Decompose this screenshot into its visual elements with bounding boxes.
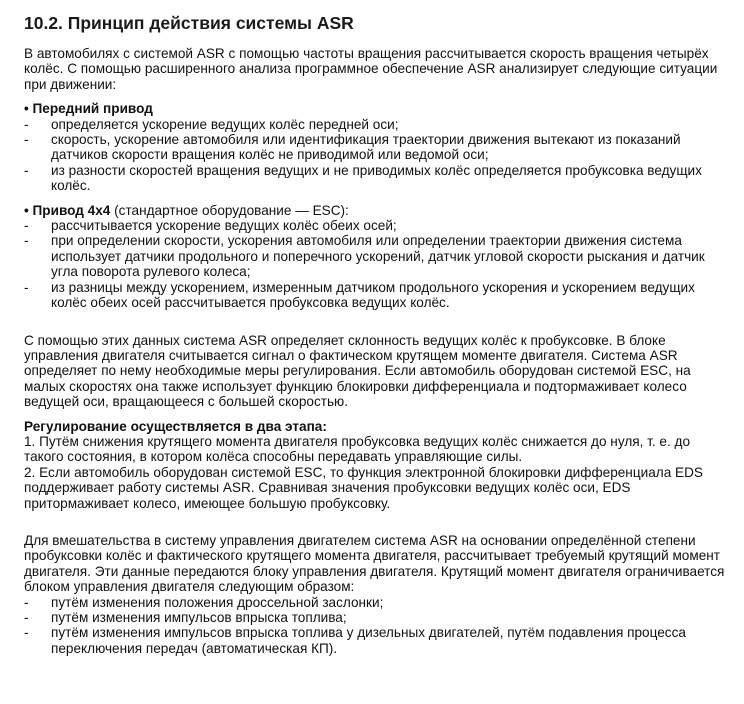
awd-heading-label: • Привод 4x4 (24, 202, 111, 218)
list-item: - определяется ускорение ведущих колёс передней оси; (24, 117, 732, 132)
front-drive-section (24, 101, 732, 193)
list-item: - скорость, ускорение автомобиля или идентификация траектории движения вытекают из показаний датчиков скорости вращения колёс не приводимой или ведомой оси; (24, 132, 732, 163)
awd-heading (24, 203, 732, 218)
methods-list (24, 595, 732, 657)
engine-intervention-paragraph: Для вмешательства в систему управления двигателем система ASR на основании определённой степени пробуксовки колёс и фактического крутящего момента двигателя, рассчитывает требуемый крутящий момент двигателя. Эти данные передаются блоку управления двигателя. Крутящий момент двигателя ограничивается блоком управления двигателя следующим образом: (24, 532, 725, 595)
awd-list (24, 218, 732, 310)
front-drive-list (24, 117, 732, 194)
stage-1-text: 1. Путём снижения крутящего момента двигателя пробуксовка ведущих колёс снижается до нуля, т. е. до такого состояния, в котором колёса способны передавать управляющие силы. (24, 433, 691, 465)
list-item: - путём изменения положения дроссельной заслонки; (24, 595, 732, 610)
intro-paragraph: В автомобилях с системой ASR с помощью частоты вращения рассчитывается скорость вращения четырёх колёс. С помощью расширенного анализа программное обеспечение ASR анализирует следующие ситуации при движении: (24, 46, 718, 92)
list-item: - из разницы между ускорением, измеренным датчиком продольного ускорения и ускорением ведущих колёс обеих осей рассчитывается пробуксовка ведущих колёс. (24, 280, 732, 311)
list-item: - путём изменения импульсов впрыска топлива; (24, 610, 732, 625)
front-drive-heading: • Передний привод (24, 101, 153, 117)
stages-heading: Регулирование осуществляется в два этапа: (24, 418, 327, 434)
stage-2-text: 2. Если автомобиль оборудован системой ESC, то функция электронной блокировки дифференциала EDS поддерживает работу системы ASR. Сравнивая значения пробуксовки ведущих колёс оси, EDS притормаживает колесо, имеющее большую пробуксовку. (24, 464, 703, 511)
awd-section (24, 203, 732, 311)
section-title: 10.2. Принцип действия системы ASR (24, 13, 354, 33)
analysis-paragraph: С помощью этих данных система ASR определяет склонность ведущих колёс к пробуксовке. В блоке управления двигателя считывается сигнал о фактическом крутящем моменте двигателя. Система ASR определяет по нему необходимые меры регулирования. Если автомобиль оборудован системой ESC, на малых скоростях она также использует функцию блокировки дифференциала и подтормаживает колесо ведущей оси, вращающееся с большей скоростью. (24, 332, 691, 410)
list-item: - путём изменения импульсов впрыска топлива у дизельных двигателей, путём подавления процесса переключения передач (автоматическая КП). (24, 625, 732, 656)
awd-heading-note: (стандартное оборудование — ESC): (110, 202, 349, 218)
stages-section (24, 419, 732, 511)
list-item: - при определении скорости, ускорения автомобиля или определении траектории движения система использует датчики продольного и поперечного ускорений, датчик угловой скорости рыскания и датчик угла поворота рулевого колеса; (24, 233, 732, 279)
list-item: - рассчитывается ускорение ведущих колёс обеих осей; (24, 218, 732, 233)
list-item: - из разности скоростей вращения ведущих и не приводимых колёс определяется пробуксовка ведущих колёс. (24, 163, 732, 194)
